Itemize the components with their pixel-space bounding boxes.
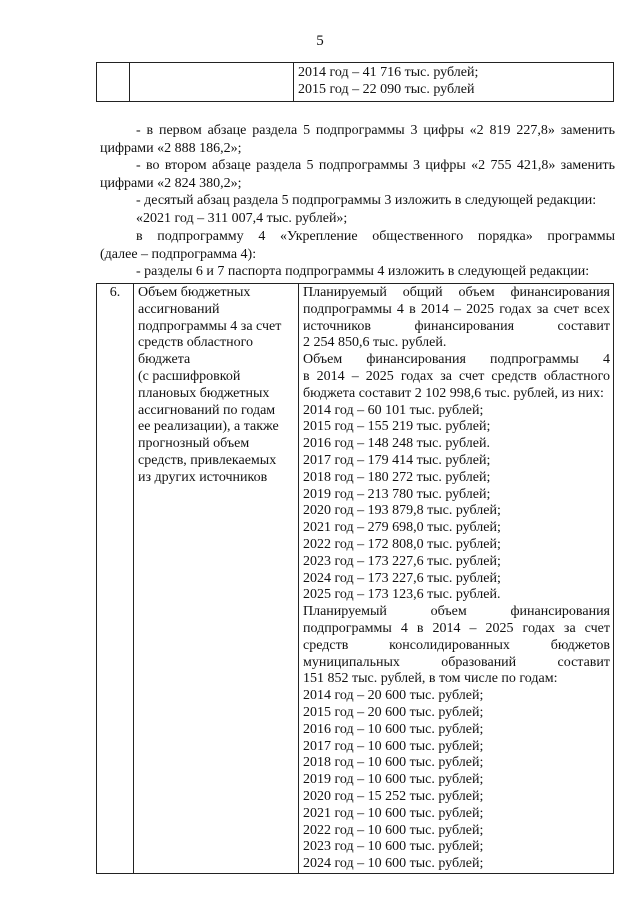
content-line: подпрограммы 4 в 2014 – 2025 годах за счет (303, 620, 610, 636)
paragraph-line: (далее – подпрограмма 4): (100, 246, 257, 262)
paragraph-line: в подпрограмму 4 «Укрепление общественного порядка» программы (136, 229, 615, 244)
content-line: в 2014 – 2025 годах за счет средств областного (303, 368, 610, 384)
content-line: бюджета составит 2 102 998,6 тыс. рублей, из них: (303, 385, 604, 401)
amendment-paragraph (100, 192, 615, 210)
content-line: Планируемый объем финансирования (303, 604, 610, 620)
content-line: 2021 год – 279 698,0 тыс. рублей; (303, 520, 501, 536)
table-cell-label (130, 63, 294, 102)
table-cell-content (294, 63, 614, 102)
content-line: источников финансирования составит (303, 318, 610, 334)
content-line: 2018 год – 10 600 тыс. рублей; (303, 755, 484, 771)
passport-table (96, 283, 614, 874)
content-line: 2021 год – 10 600 тыс. рублей; (303, 805, 484, 821)
paragraph-line: цифрами «2 888 186,2»; (100, 140, 242, 156)
row-number: 6. (97, 284, 134, 874)
row-content (299, 284, 614, 874)
label-line: средств областного (138, 335, 254, 351)
label-line: плановых бюджетных (138, 385, 270, 401)
content-line: Планируемый общий объем финансирования (303, 285, 610, 300)
paragraph-line: - во втором абзаце раздела 5 подпрограммы 3 цифры «2 755 421,8» заменить (136, 158, 615, 173)
content-line: 2015 год – 20 600 тыс. рублей; (303, 704, 484, 720)
label-line: бюджета (138, 352, 191, 368)
content-line: 2023 год – 10 600 тыс. рублей; (303, 839, 484, 855)
page-number: 5 (316, 33, 324, 49)
label-line: прогнозный объем (138, 436, 250, 452)
label-line: ассигнований по годам (138, 402, 276, 418)
row-label (134, 284, 299, 874)
label-line: средств, привлекаемых (138, 452, 277, 468)
content-line: 2019 год – 10 600 тыс. рублей; (303, 772, 484, 788)
content-line: 2020 год – 15 252 тыс. рублей; (303, 788, 484, 804)
content-line: подпрограммы 4 в 2014 – 2025 годах за счет всех (303, 301, 610, 317)
amendment-paragraph (100, 228, 615, 263)
content-line: 2014 год – 60 101 тыс. рублей; (303, 402, 484, 418)
content-line: 2018 год – 180 272 тыс. рублей; (303, 469, 491, 485)
content-line: 2017 год – 10 600 тыс. рублей; (303, 738, 484, 754)
label-line: ее реализации), а также (138, 419, 279, 435)
content-line: муниципальных образований составит (303, 654, 610, 670)
amendment-paragraph (100, 157, 615, 192)
label-line: подпрограммы 4 за счет (138, 318, 282, 334)
label-line: ассигнований (138, 301, 220, 317)
content-line: 2 254 850,6 тыс. рублей. (303, 335, 447, 351)
content-line: 2015 год – 155 219 тыс. рублей; (303, 419, 491, 435)
content-line: средств консолидированных бюджетов (303, 637, 610, 653)
content-line: 2020 год – 193 879,8 тыс. рублей; (303, 503, 501, 519)
label-line: из других источников (138, 469, 268, 485)
content-line: 2016 год – 10 600 тыс. рублей; (303, 721, 484, 737)
label-line: (с расшифровкой (138, 368, 241, 384)
content-line: 2025 год – 173 123,6 тыс. рублей. (303, 587, 501, 603)
amendment-paragraph (100, 210, 615, 228)
content-line: 2024 год – 173 227,6 тыс. рублей; (303, 570, 501, 586)
content-line: 2014 год – 41 716 тыс. рублей; (298, 65, 479, 80)
amendment-paragraph (100, 122, 615, 157)
paragraph-line: - в первом абзаце раздела 5 подпрограммы 3 цифры «2 819 227,8» заменить (136, 123, 615, 138)
content-line: 2022 год – 10 600 тыс. рублей; (303, 822, 484, 838)
content-line: 151 852 тыс. рублей, в том числе по годам: (303, 671, 558, 687)
content-line: 2022 год – 172 808,0 тыс. рублей; (303, 536, 501, 552)
paragraph-line: - десятый абзац раздела 5 подпрограммы 3 изложить в следующей редакции: (136, 193, 597, 208)
content-line: 2016 год – 148 248 тыс. рублей. (303, 436, 490, 452)
content-line: 2019 год – 213 780 тыс. рублей; (303, 486, 491, 502)
content-line: Объем финансирования подпрограммы 4 (303, 352, 610, 368)
amendment-paragraph (100, 263, 615, 281)
table-row (97, 284, 614, 874)
continuation-table (96, 62, 614, 102)
paragraph-line: - разделы 6 и 7 паспорта подпрограммы 4 изложить в следующей редакции: (136, 264, 590, 279)
table-cell-number (97, 63, 130, 102)
content-line: 2017 год – 179 414 тыс. рублей; (303, 452, 491, 468)
paragraph-line: цифрами «2 824 380,2»; (100, 175, 242, 191)
content-line: 2014 год – 20 600 тыс. рублей; (303, 688, 484, 704)
content-line: 2024 год – 10 600 тыс. рублей; (303, 856, 484, 872)
content-line: 2015 год – 22 090 тыс. рублей (298, 82, 475, 97)
content-line: 2023 год – 173 227,6 тыс. рублей; (303, 553, 501, 569)
paragraph-line: «2021 год – 311 007,4 тыс. рублей»; (136, 211, 348, 226)
label-line: Объем бюджетных (138, 285, 251, 300)
